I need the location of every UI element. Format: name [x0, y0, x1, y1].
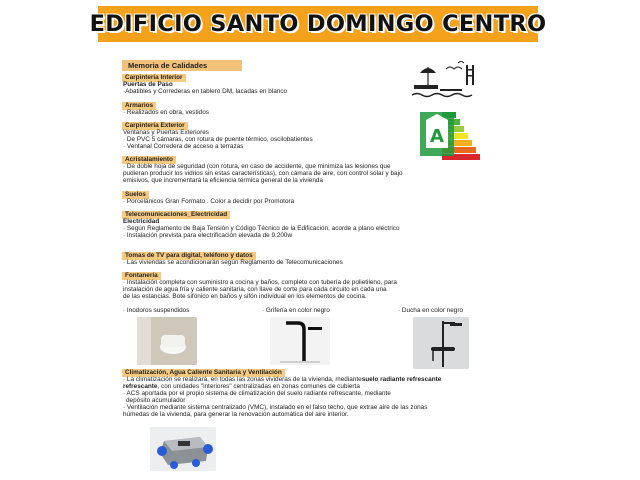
toilet-photo — [137, 317, 197, 365]
text-line: emisivos, que incrementará la eficiencia térmica general de la vivienda — [123, 177, 323, 184]
text-line: · Instalación completa con suministro a cocina y baños, completo con tubería de polietileno, para — [123, 279, 397, 286]
text-line: · Ventanal Corredera de acceso a terrazas — [123, 143, 244, 150]
bold-text: suelo radiante refrescante — [361, 376, 442, 383]
energy-rating-icon — [418, 106, 480, 166]
section-carpinteria-exterior: Carpintería Exterior — [122, 122, 188, 130]
section-fontaneria: Fontanería — [122, 272, 161, 280]
subheading-ventanas: Ventanas y Puertas Exteriores — [123, 129, 209, 136]
ventilation-unit-photo — [150, 427, 216, 471]
text-line: · Instalación prevista para electrificación elevada de 9.200w — [123, 232, 293, 239]
text-line: instalación de agua fría y caliente sanitaria, con llave de corte para cada circuito en cada una — [123, 286, 387, 293]
text-line: · Porcelánicos Gran Formato . Color a decidir por Promotora — [123, 198, 295, 205]
subheading-electricidad: Electricidad — [123, 218, 160, 225]
text-line: · De doble hoja de seguridad (con rotura, en caso de accidente, que minimiza las lesiones que — [123, 163, 391, 170]
section-suelos: Suelos — [122, 191, 149, 199]
bold-text: refrescante — [123, 383, 158, 390]
item-ducha: · Ducha en color negro — [398, 307, 464, 314]
text-line: , con unidades "interiores" centralizadas en zonas comunes de cubierta — [157, 383, 360, 390]
text-line: pudieran producir los vidrios sin estas características), con cámara de aire, con control solar y bajo — [123, 170, 403, 177]
section-acristalamiento: Acristalamiento — [122, 156, 176, 164]
page-title: EDIFICIO SANTO DOMINGO CENTRO — [89, 11, 547, 37]
text-line: · La climatización se realizará, en todas las zonas vivideras de la vivienda, mediante — [123, 376, 362, 383]
item-griferia: · Grifería en color negro — [262, 307, 330, 314]
beach-pool-icon — [410, 55, 482, 101]
faucet-photo — [270, 317, 330, 365]
section-tv: Tomas de TV para digital, teléfono y datos — [122, 252, 256, 260]
text-line: de las estancias. Bote sifónico en baños y sifón individual en los elementos de cocina. — [123, 293, 367, 300]
shower-photo — [413, 317, 469, 369]
svg-text:A: A — [430, 126, 444, 147]
text-line: · Las viviendas se acondicionarán según Reglamento de Telecomunicaciones — [123, 259, 343, 266]
section-climatizacion: Climatización, Agua Caliente Sanitaria y Ventilación — [122, 369, 285, 377]
section-armarios: Armarios — [122, 102, 156, 110]
memoria-heading: Memoria de Calidades — [122, 60, 242, 71]
text-line: · Según Reglamento de Baja Tensión y Código Técnico de la Edificación, acorde a plano eléctrico — [123, 225, 400, 232]
text-line: ·Abatibles y Correderas en tablero DM, lacadas en blanco — [123, 88, 288, 95]
text-line: depósito acumulador — [126, 397, 186, 404]
title-banner — [89, 6, 547, 42]
text-line: · Realizados en obra, vestidos — [123, 109, 209, 116]
text-line: húmedas de la vivienda, para generar la renovación automática del aire interior. — [123, 411, 349, 418]
subheading-puertas: Puertas de Paso — [123, 81, 173, 88]
item-inodoros: · Inodoros suspendidos — [123, 307, 190, 314]
section-carpinteria-interior: Carpintería Interior — [122, 74, 186, 82]
text-line: · ACS aportada por el propio sistema de climatización del suelo radiante refrescante, mediante — [123, 390, 391, 397]
text-line: · De PVC 5 cámaras, con rotura de puente térmico, oscilobatientes — [123, 136, 313, 143]
section-telecom: Telecomunicaciones_Electricidad — [122, 211, 230, 219]
text-line: · Ventilación mediante sistema centralizado (VMC), instalado en el falso techo, que extrae aire de las zonas — [123, 404, 428, 411]
